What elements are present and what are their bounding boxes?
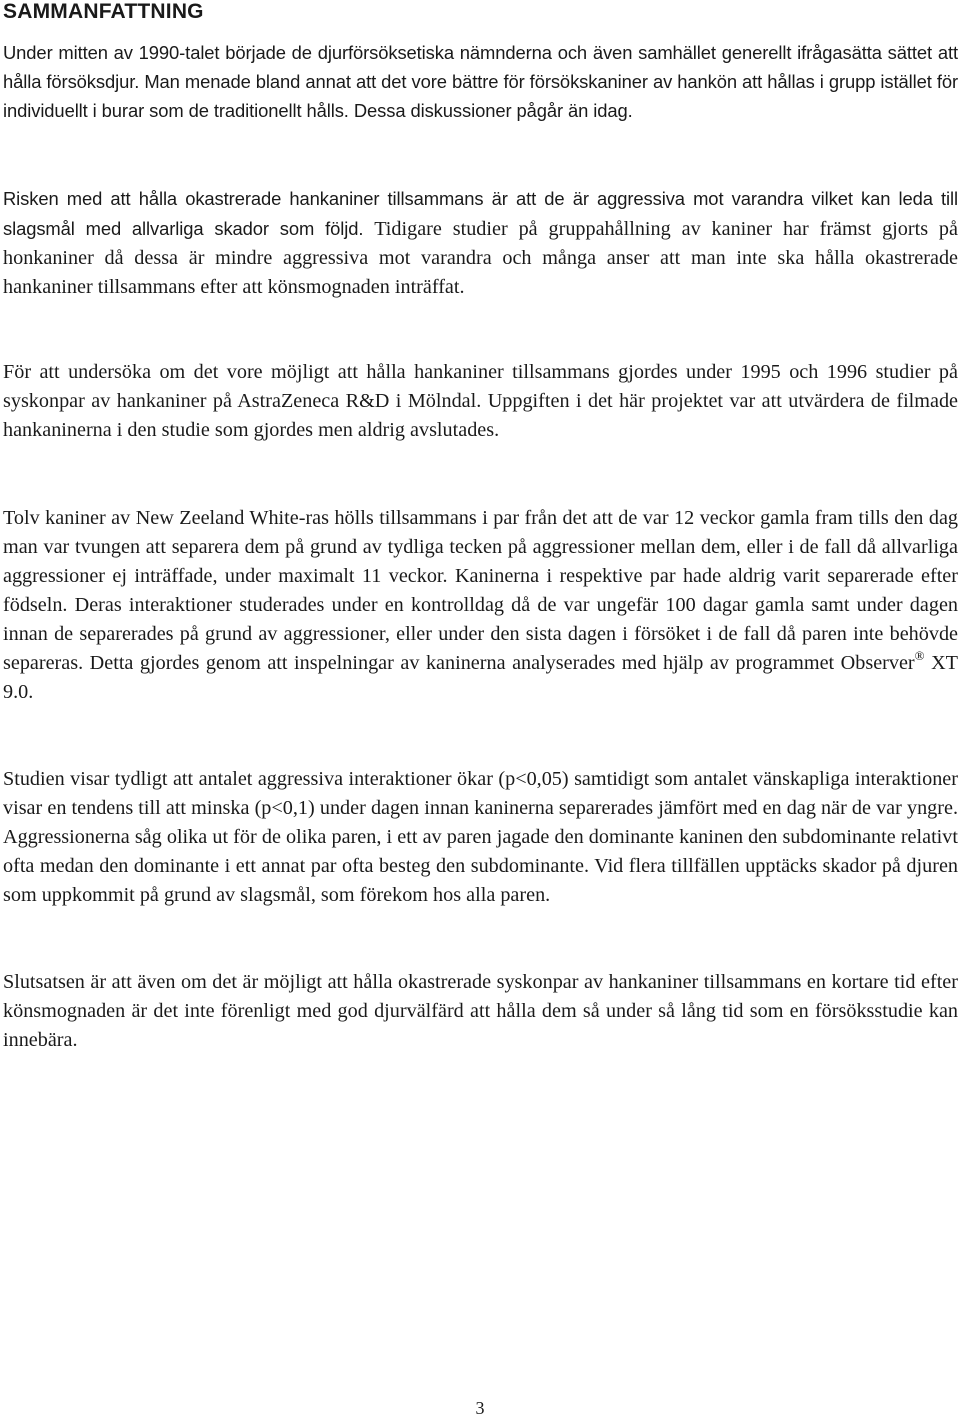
- paragraph-4-text: Tolv kaniner av New Zeeland White-ras hölls tillsammans i par från det att de var 12 veckor gamla fram tills den dag man var tvungen att separera dem på grund av tydliga tecken på aggressioner mellan dem, eller i de fall då allvarliga aggressioner ej inträffade, under maximalt 11 veckor. Kaninerna i respektive par hade aldrig varit separerade efter födseln. Deras interaktioner studerades under en kontrolldag då de var ungefär 100 dagar gamla samt under dagen innan de separerades på grund av aggressioner, eller under den sista dagen i försöket i de fall då paren inte behövde separeras. Detta gjordes genom att inspelningar av kaninerna analyserades med hjälp av programmet Observer: [3, 507, 958, 674]
- paragraph-4-version: XT 9.0.: [3, 652, 958, 703]
- summary-paragraph-4: [3, 504, 958, 707]
- section-heading: SAMMANFATTNING: [3, 0, 204, 23]
- summary-paragraph-1: Under mitten av 1990-talet började de djurförsöksetiska nämnderna och även samhället generellt ifrågasätta sättet att hålla försöksdjur. Man menade bland annat att det vore bättre för försökskaniner av hankön att hållas i grupp istället för individuellt i burar som de traditionellt hålls. Dessa diskussioner pågår än idag.: [3, 42, 958, 121]
- paragraph-2-serif-part: Tidigare studier på gruppahållning av kaniner har främst gjorts på honkaniner då dessa är mindre aggressiva mot varandra och många anser att man inte ska hålla okastrerade hankaniner tillsammans efter att könsmognaden inträffat.: [3, 218, 958, 298]
- summary-paragraph-6: Slutsatsen är att även om det är möjligt att hålla okastrerade syskonpar av hankaniner tillsammans en kortare tid efter könsmognaden är det inte förenligt med god djurvälfärd att hålla dem så under så lång tid som en försöksstudie kan innebära.: [3, 971, 958, 1051]
- summary-paragraph-3: För att undersöka om det vore möjligt att hålla hankaniner tillsammans gjordes under 1995 och 1996 studier på syskonpar av hankaniner på AstraZeneca R&D i Mölndal. Uppgiften i det här projektet var att utvärdera de filmade hankaninerna i den studie som gjordes men aldrig avslutades.: [3, 361, 958, 441]
- page-number: 3: [475, 1398, 485, 1418]
- paragraph-2-sans-part: Risken med att hålla okastrerade hankaniner tillsammans är att de är aggressiva mot varandra vilket kan leda till slagsmål med allvarliga skador som följd.: [3, 188, 958, 239]
- summary-paragraph-2: [3, 184, 958, 302]
- registered-trademark-mark: ®: [914, 648, 925, 663]
- summary-paragraph-5: Studien visar tydligt att antalet aggressiva interaktioner ökar (p<0,05) samtidigt som antalet vänskapliga interaktioner visar en tendens till att minska (p<0,1) under dagen innan kaninerna separerades jämfört med en dag när de var yngre. Aggressionerna såg olika ut för de olika paren, i ett av paren jagade den dominante kaninen den subdominante relativt ofta medan den dominante i ett annat par ofta besteg den subdominante. Vid flera tillfällen upptäcks skador på djuren som uppkommit på grund av slagsmål, som förekom hos alla paren.: [3, 768, 958, 906]
